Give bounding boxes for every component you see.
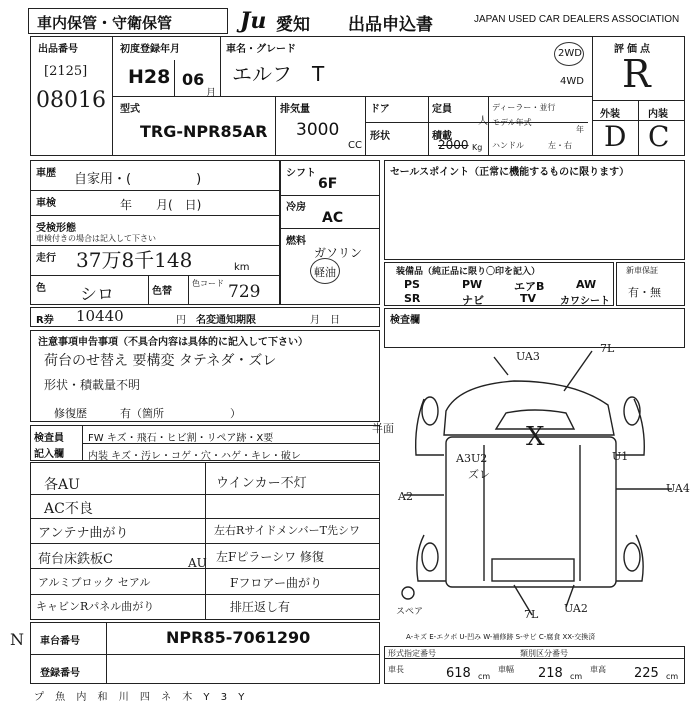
- color-code-label: 色コード: [192, 279, 224, 288]
- diagram-7l-bottom: 7L: [524, 608, 539, 621]
- mileage-label: 走行: [36, 253, 56, 264]
- equipment-pw: PW: [462, 278, 483, 291]
- displacement-label: 排気量: [280, 104, 310, 115]
- divider: [30, 494, 380, 495]
- equipment-ps: PS: [404, 278, 420, 291]
- load-value: 2000: [438, 138, 469, 152]
- height-unit: cm: [666, 672, 679, 681]
- door-label: ドア: [370, 104, 390, 115]
- dealer-label: ディーラー・並行: [492, 103, 556, 112]
- chassis-label: 車台番号: [40, 636, 80, 647]
- width-unit: cm: [570, 672, 583, 681]
- model-year-unit: 年: [576, 125, 584, 134]
- model-label: 型式: [120, 104, 140, 115]
- ac-label: 冷房: [286, 202, 306, 213]
- report-left-6: キャビンRパネル曲がり: [36, 600, 155, 613]
- registration-month: 06: [182, 70, 205, 89]
- report-left-5: アルミブロック セアル: [38, 576, 151, 589]
- mileage-value: 37万8千148: [76, 248, 193, 272]
- equipment-navi: ナビ: [462, 294, 484, 307]
- left-rear-fender: [417, 535, 446, 581]
- storage-text: 車内保管・守衛保管: [37, 14, 173, 32]
- class-label: 類別区分番号: [520, 649, 568, 658]
- drive-2wd: 2WD: [558, 48, 582, 59]
- ac-value: AC: [322, 210, 344, 226]
- report-left-3: アンテナ曲がり: [38, 526, 129, 541]
- height-label: 車高: [590, 665, 606, 674]
- report-right-2: 左右RサイドメンバーT先シワ: [214, 524, 360, 537]
- capacity-label: 定員: [432, 104, 452, 115]
- bottom-row: プ 魚 内 和 川 四 ネ 木 Y 3 Y: [34, 692, 249, 703]
- divider: [428, 96, 429, 156]
- tax-label: 名変通知期限: [196, 315, 256, 326]
- divider: [365, 96, 366, 156]
- interior-label: 内装: [648, 109, 668, 120]
- inspection-value: 年 月( 日): [120, 198, 202, 212]
- registration-month-unit: 月: [206, 88, 216, 99]
- divider: [30, 215, 280, 216]
- notes-line1: 荷台のせ替え 要構変 タテネダ・ズレ: [44, 353, 277, 369]
- recv-note: 車検付きの場合は記入して下さい: [36, 234, 156, 243]
- grade-label: 評価点: [614, 44, 653, 55]
- history-value: 自家用・( ): [74, 172, 202, 187]
- history-label: 車歴: [36, 168, 56, 179]
- diagram-a2: A2: [398, 490, 413, 503]
- diagram-7l-top: 7L: [600, 342, 615, 355]
- wheel-front-right: [624, 397, 640, 425]
- color-value: シロ: [80, 285, 114, 305]
- divider: [30, 543, 380, 544]
- divider: [30, 654, 380, 655]
- divider: [30, 594, 380, 595]
- shift-label: シフト: [286, 168, 316, 179]
- interior-grade: C: [648, 120, 670, 153]
- lot-code: [2125]: [44, 64, 88, 79]
- chassis-number: NPR85-7061290: [166, 628, 311, 647]
- diagram-ua3: UA3: [516, 350, 540, 363]
- recv-label: 受検形態: [36, 223, 76, 234]
- divider: [148, 275, 149, 305]
- form-title: 出品申込書: [348, 15, 433, 35]
- divider: [188, 275, 189, 305]
- report-right-4: Fフロアー曲がり: [230, 576, 322, 590]
- equipment-airbag: エアB: [514, 280, 545, 293]
- new-warranty-value: 有・無: [628, 286, 661, 299]
- recycle-value: 10440: [76, 307, 124, 325]
- inspector-label1: 検査員: [34, 433, 64, 444]
- divider: [30, 275, 280, 276]
- displacement: 3000: [296, 120, 340, 140]
- recycle-label: R券: [36, 315, 54, 326]
- color-change-label: 色替: [152, 286, 172, 297]
- registration-label: 初度登録年月: [120, 44, 180, 55]
- divider: [112, 96, 592, 97]
- color-code: 729: [228, 282, 261, 302]
- divider: [365, 122, 588, 123]
- exterior-label: 外装: [600, 109, 620, 120]
- fuel-option: 軽油: [314, 266, 336, 279]
- right-rear-fender: [616, 535, 643, 581]
- shape-label: 形状: [370, 131, 390, 142]
- spare-mark: [402, 587, 414, 599]
- association-name: JAPAN USED CAR DEALERS ASSOCIATION: [474, 14, 680, 25]
- diagram-ua4: UA4: [666, 482, 690, 495]
- report-left-2: AC不良: [44, 501, 93, 517]
- load-unit: Kg: [472, 143, 483, 152]
- notes-line2: 形状・積載量不明: [44, 378, 141, 392]
- rear-panel: [492, 559, 574, 581]
- selling-point-label: セールスポイント（正常に機能するものに限ります）: [390, 167, 630, 178]
- fuel-value: ガソリン: [314, 246, 363, 260]
- divider: [205, 462, 206, 620]
- pointer-arrow: [494, 357, 508, 375]
- lot-number: 08016: [36, 88, 106, 113]
- height-value: 225: [634, 666, 659, 681]
- divider: [220, 36, 221, 96]
- equipment-aw: AW: [576, 278, 597, 291]
- model-code: TRG-NPR85AR: [140, 122, 268, 141]
- wheel-rear-left: [422, 543, 438, 571]
- divider: [280, 228, 380, 229]
- divider: [488, 96, 489, 156]
- ju-logo: Ju: [240, 8, 267, 34]
- new-warranty-label: 新車保証: [626, 266, 658, 275]
- repair-label: 修復歴: [54, 407, 87, 420]
- divider: [30, 518, 380, 519]
- capacity-unit: 人: [478, 116, 488, 127]
- color-label: 色: [36, 283, 46, 294]
- mileage-unit: km: [234, 262, 250, 273]
- diagram-legend: A-キズ E-エクボ U-凹み W-補修跡 S-サビ C-腐食 XX-交換済: [406, 633, 596, 641]
- repair-value: 有（箇所 ）: [120, 407, 241, 420]
- diagram-spare: スペア: [396, 607, 424, 617]
- handle-options: 左・右: [548, 141, 572, 150]
- displacement-unit: CC: [348, 140, 362, 151]
- storage-header: [28, 8, 228, 34]
- equipment-sr: SR: [404, 292, 421, 305]
- diagram-ua2: UA2: [564, 602, 588, 615]
- lot-label: 出品番号: [38, 44, 78, 55]
- report-mid-au: AU: [188, 556, 207, 570]
- wheel-front-left: [422, 397, 438, 425]
- inspector-interior-row: 内装 キズ・汚レ・コゲ・穴・ハゲ・キレ・破レ: [88, 451, 301, 462]
- divider: [106, 622, 107, 684]
- inspector-side-note: 半面: [372, 422, 394, 435]
- equipment-tv: TV: [520, 292, 537, 305]
- notes-label: 注意事項申告事項（不具合内容は具体的に記入して下さい）: [38, 337, 308, 348]
- report-right-3: 左Fピラーシワ 修復: [216, 550, 324, 564]
- reg-number-label: 登録番号: [40, 668, 80, 679]
- diagram-mark-x: X: [526, 422, 545, 452]
- inspection-label: 車検: [36, 198, 56, 209]
- report-right-1: ウインカー不灯: [216, 476, 307, 491]
- load-label: 積載: [432, 131, 452, 142]
- car-name-label: 車名・グレード: [226, 44, 296, 55]
- tax-value: 月 日: [310, 315, 340, 326]
- inspection-remark-label: 検査欄: [390, 315, 420, 326]
- width-value: 218: [538, 666, 563, 681]
- length-value: 618: [446, 666, 471, 681]
- drive-2wd-circle: [554, 42, 584, 66]
- fuel-label: 燃料: [286, 236, 306, 247]
- inspector-label2: 記入欄: [34, 449, 64, 460]
- drive-4wd: 4WD: [560, 76, 584, 87]
- margin-n: N: [10, 630, 24, 649]
- inspector-exterior-row: FW キズ・飛石・ヒビ割・リペア跡・X要: [88, 433, 274, 444]
- divider: [280, 195, 380, 196]
- left-fender: [416, 399, 444, 455]
- brand-name: 愛知: [276, 15, 310, 35]
- divider: [275, 96, 276, 156]
- model-year-label: モデル年式: [492, 118, 532, 127]
- exterior-grade: D: [604, 120, 627, 153]
- equipment-leather: カワシート: [560, 296, 610, 307]
- shift-value: 6F: [318, 176, 338, 192]
- divider: [592, 36, 593, 156]
- equipment-label: 装備品（純正品に限り〇印を記入）: [396, 267, 541, 277]
- divider: [638, 100, 639, 156]
- spec-label: 形式指定番号: [388, 649, 436, 658]
- length-unit: cm: [478, 672, 491, 681]
- diagram-a3u2: A3U2: [456, 452, 488, 465]
- inspection-remark-block: [384, 308, 685, 348]
- divider: [174, 60, 175, 96]
- width-label: 車幅: [498, 665, 514, 674]
- grade-score: R: [622, 52, 651, 96]
- report-left-4: 荷台床鉄板C: [38, 552, 113, 567]
- length-label: 車長: [388, 665, 404, 674]
- diagram-u1: U1: [612, 450, 629, 463]
- report-left-1: 各AU: [44, 477, 80, 493]
- divider: [30, 190, 280, 191]
- recycle-unit: 円: [176, 315, 186, 326]
- diagram-zure: ズレ: [468, 468, 490, 481]
- handle-label: ハンドル: [492, 141, 524, 150]
- car-diagram: [384, 345, 700, 635]
- registration-year: H28: [128, 66, 171, 88]
- pointer-arrow: [564, 351, 592, 391]
- car-name: エルフ T: [232, 62, 325, 86]
- wheel-rear-right: [624, 543, 640, 571]
- report-right-5: 排圧返し有: [230, 600, 291, 614]
